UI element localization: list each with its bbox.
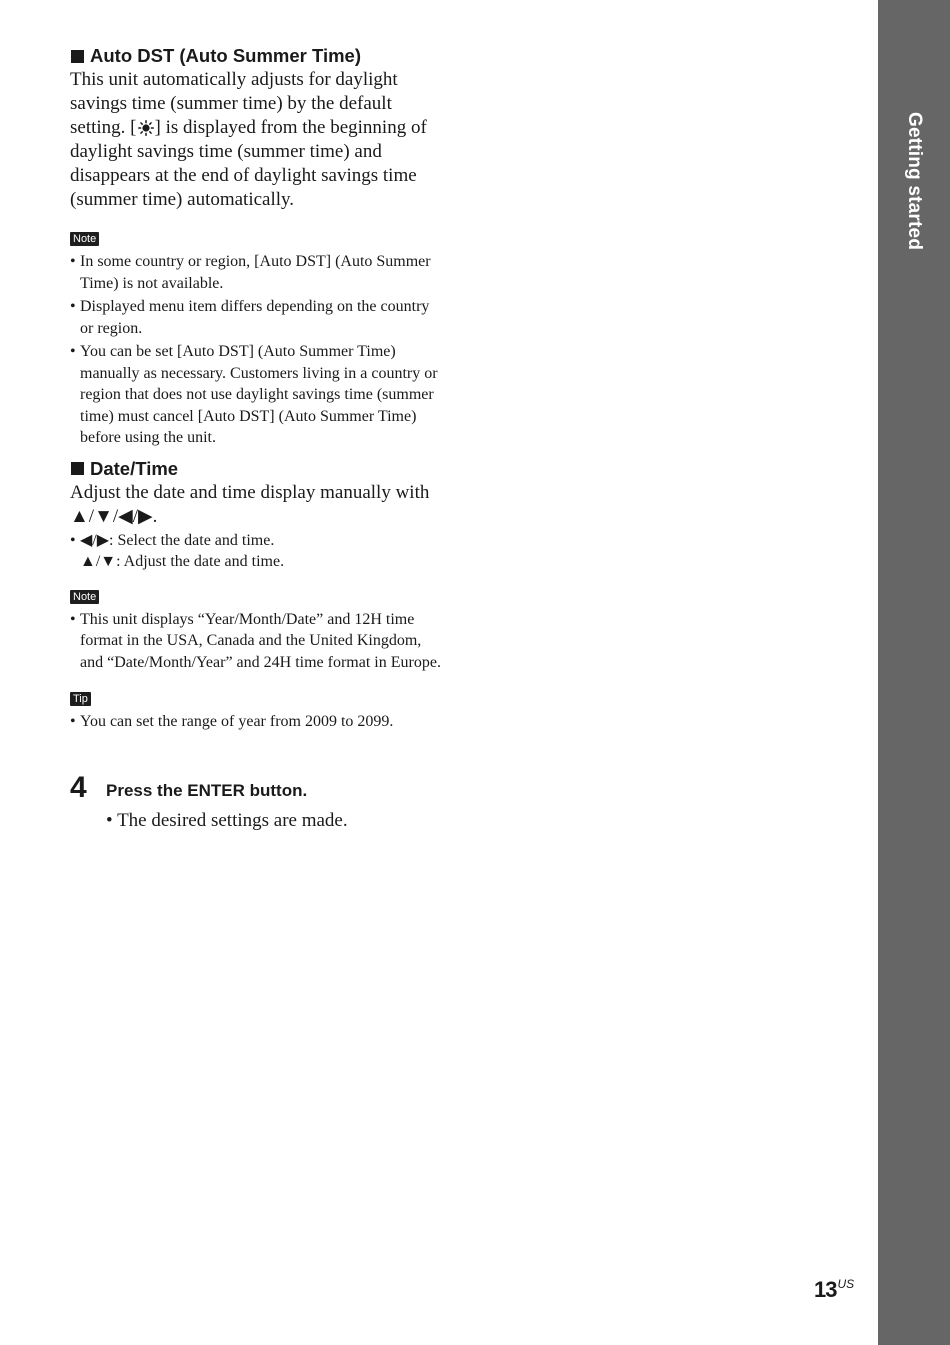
page-number-suffix: US — [837, 1277, 855, 1291]
date-time-heading-text: Date/Time — [90, 457, 179, 479]
list-item — [70, 296, 442, 339]
auto-dst-section — [70, 44, 442, 449]
tip-badge: Tip — [70, 692, 91, 706]
bullet-dot: • — [70, 531, 76, 549]
adjust-control-text: ▲/▼: Adjust the date and time. — [80, 553, 285, 570]
date-time-description: Adjust the date and time display manually with ▲/▼/◀/▶. — [70, 481, 430, 527]
date-time-note-list — [70, 609, 442, 674]
tip-text: You can set the range of year from 2009 to 2099. — [80, 713, 394, 730]
section-sidebar-tab — [878, 0, 950, 1345]
main-column — [70, 44, 442, 735]
note-badge: Note — [70, 232, 99, 246]
bullet-dot: • — [70, 298, 76, 315]
page-number — [814, 1277, 854, 1303]
select-control-text: ◀/▶: Select the date and time. — [80, 531, 275, 549]
list-item — [70, 251, 442, 294]
date-time-heading — [70, 457, 442, 481]
step-detail-text: The desired settings are made. — [117, 810, 348, 831]
step-title: Press the ENTER button. — [106, 781, 308, 800]
sidebar-label: Getting started — [904, 112, 925, 251]
bullet-dot: • — [70, 343, 76, 360]
note-text: Displayed menu item differs depending on the country or region. — [80, 298, 430, 337]
square-bullet-icon — [71, 462, 84, 475]
note-badge: Note — [70, 590, 99, 604]
tip-list — [70, 711, 442, 733]
auto-dst-heading — [70, 44, 442, 68]
auto-dst-note-list — [70, 251, 442, 449]
tip-block — [70, 689, 442, 733]
bullet-dot: • — [70, 713, 76, 730]
date-time-section — [70, 457, 442, 733]
bullet-dot: • — [70, 253, 76, 270]
step-number: 4 — [70, 771, 87, 804]
list-item — [70, 711, 442, 733]
auto-dst-text-after-icon: ] is displayed from the beginning of daylight savings time (summer time) and disappears at the end of daylight savings time (summer time) automatically. — [70, 117, 427, 210]
note-text: You can be set [Auto DST] (Auto Summer Time) manually as necessary. Customers living in a country or region that does not use daylight savings time (summer time) must cancel [Auto DST] (Auto Summer Time) before using the unit. — [80, 343, 438, 446]
auto-dst-text-before-icon: This unit automatically adjusts for daylight savings time (summer time) by the default setting. [ — [70, 69, 398, 138]
note-text: This unit displays “Year/Month/Date” and 12H time format in the USA, Canada and the United Kingdom, and “Date/Month/Year” and 24H time format in Europe. — [80, 610, 441, 671]
page-number-value: 13 — [814, 1277, 837, 1302]
note-text: In some country or region, [Auto DST] (Auto Summer Time) is not available. — [80, 253, 431, 292]
bullet-dot: • — [70, 610, 76, 628]
square-bullet-icon — [71, 50, 84, 63]
list-item — [70, 609, 442, 674]
sun-icon — [138, 120, 154, 136]
auto-dst-description — [70, 68, 442, 212]
auto-dst-note-block — [70, 229, 442, 449]
date-time-controls — [70, 530, 442, 573]
date-time-note-block — [70, 587, 442, 674]
step-detail — [106, 810, 348, 832]
auto-dst-heading-text: Auto DST (Auto Summer Time) — [90, 45, 361, 66]
bullet-dot: • — [106, 810, 118, 831]
list-item — [70, 341, 442, 449]
list-item — [70, 530, 442, 573]
